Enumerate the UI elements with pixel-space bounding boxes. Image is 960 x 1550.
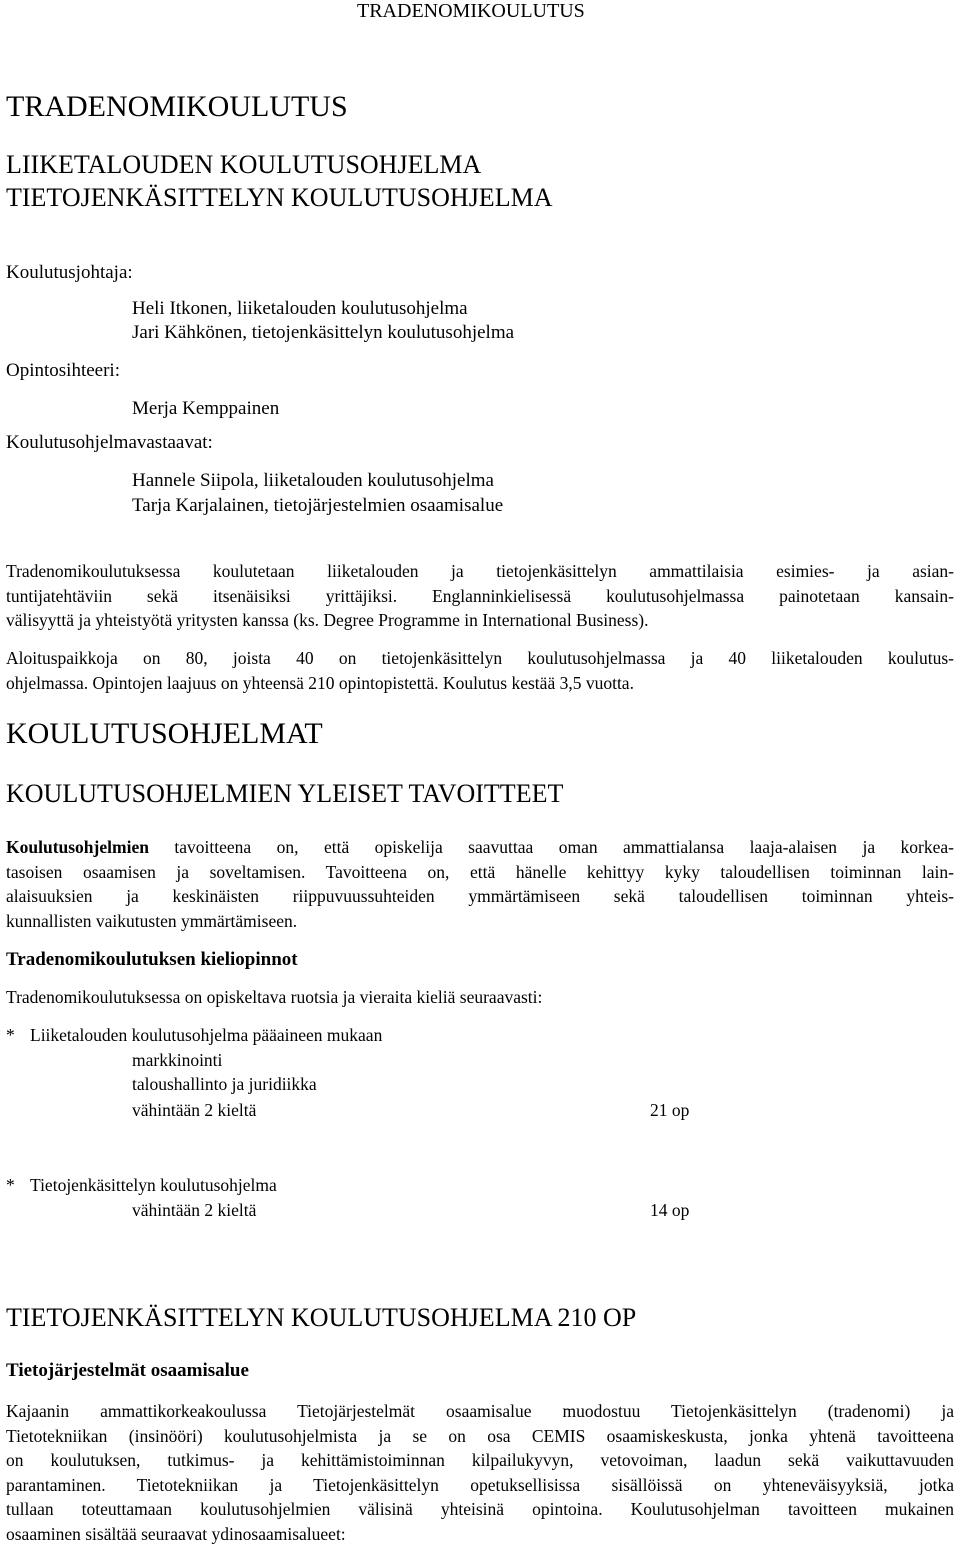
- secretary-name: Merja Kemppainen: [132, 398, 280, 419]
- director-label: Koulutusjohtaja:: [6, 262, 133, 283]
- intro-line: välisyyttä ja yhteistyötä yritysten kanssa (ks. Degree Programme in International Business).: [6, 610, 649, 630]
- goals-bold-word: Koulutusohjelmien: [6, 837, 149, 857]
- goals-paragraph: [6, 835, 954, 933]
- secretary-label: Opintosihteeri:: [6, 360, 120, 381]
- document-title: TRADENOMIKOULUTUS: [6, 90, 348, 123]
- director-name: Jari Kähkönen, tietojenkäsittelyn koulutusohjelma: [132, 322, 515, 343]
- is-area-paragraph: [6, 1399, 954, 1546]
- is-area-heading: Tietojärjestelmät osaamisalue: [6, 1360, 249, 1381]
- programme-heading: LIIKETALOUDEN KOULUTUSOHJELMA: [6, 150, 482, 179]
- languages-intro: Tradenomikoulutuksessa on opiskeltava ruotsia ja vieraita kieliä seuraavasti:: [6, 987, 543, 1007]
- responsible-name: Hannele Siipola, liiketalouden koulutusohjelma: [132, 470, 494, 491]
- director-name: Heli Itkonen, liiketalouden koulutusohjelma: [132, 298, 468, 319]
- is-area-line: Tietotekniikan (insinööri) koulutusohjelmista ja se on osa CEMIS osaamiskeskusta, jonka yhtenä tavoitteena: [6, 1425, 954, 1446]
- goals-line: tasoisen osaamisen ja soveltamisen. Tavoitteena on, että hänelle kehittyy kyky taloudellisen toiminnan lain-: [6, 861, 954, 882]
- it-minimum: vähintään 2 kieltä: [132, 1200, 257, 1220]
- business-programme-title: Liiketalouden koulutusohjelma pääaineen mukaan: [30, 1025, 383, 1045]
- goals-heading: KOULUTUSOHJELMIEN YLEISET TAVOITTEET: [6, 779, 564, 808]
- admission-paragraph: [6, 646, 954, 695]
- admission-line: Aloituspaikkoja on 80, joista 40 on tietojenkäsittelyn koulutusohjelmassa ja 40 liiketalouden koulutus-: [6, 648, 954, 668]
- intro-line: Tradenomikoulutuksessa koulutetaan liiketalouden ja tietojenkäsittelyn ammattilaisia esimies- ja asian-: [6, 561, 954, 581]
- is-area-line: Kajaanin ammattikorkeakoulussa Tietojärjestelmät osaamisalue muodostuu Tietojenkäsittelyn (tradenomi) ja: [6, 1401, 954, 1421]
- responsible-name: Tarja Karjalainen, tietojärjestelmien osaamisalue: [132, 495, 504, 516]
- programme-heading: TIETOJENKÄSITTELYN KOULUTUSOHJELMA: [6, 183, 553, 212]
- intro-line: tuntijatehtäviin sekä itsenäisiksi yrittäjiksi. Englanninkielisessä koulutusohjelmassa painotetaan kansain-: [6, 585, 954, 606]
- responsible-label: Koulutusohjelmavastaavat:: [6, 432, 213, 453]
- languages-heading: Tradenomikoulutuksen kieliopinnot: [6, 949, 298, 970]
- goals-line: kunnallisten vaikutusten ymmärtämiseen.: [6, 910, 298, 931]
- it-programme-heading: TIETOJENKÄSITTELYN KOULUTUSOHJELMA 210 OP: [6, 1303, 637, 1332]
- bullet-marker: *: [6, 1175, 15, 1195]
- goals-line: [6, 835, 954, 860]
- it-credits: 14 op: [650, 1200, 690, 1220]
- it-programme-language-title: Tietojenkäsittelyn koulutusohjelma: [30, 1175, 277, 1195]
- page-header: TRADENOMIKOULUTUS: [357, 0, 585, 22]
- business-minimum: vähintään 2 kieltä: [132, 1100, 257, 1120]
- is-area-line: on koulutuksen, tutkimus- ja kehittämistoiminnan kilpailukyvyn, vetovoiman, laadun sekä vaikuttavuuden: [6, 1450, 954, 1470]
- admission-line: ohjelmassa. Opintojen laajuus on yhteensä 210 opintopistettä. Koulutus kestää 3,5 vuotta.: [6, 672, 634, 693]
- is-area-line: osaaminen sisältää seuraavat ydinosaamisalueet:: [6, 1523, 346, 1544]
- is-area-line: parantaminen. Tietotekniikan ja Tietojenkäsittelyn opetuksellisissa sisällöissä on yhteneväisyyksiä, jotka: [6, 1474, 954, 1495]
- goals-line-text: tavoitteena on, että opiskelija saavuttaa oman ammattialansa laaja-alaisen ja korkea-: [148, 837, 954, 857]
- business-language-item: markkinointi: [132, 1050, 223, 1070]
- bullet-marker: *: [6, 1025, 15, 1045]
- is-area-line: tullaan toteuttamaan koulutusohjelmien välisinä yhteisinä opintoina. Koulutusohjelman tavoitteen mukainen: [6, 1499, 954, 1519]
- section-heading: KOULUTUSOHJELMAT: [6, 717, 323, 750]
- business-credits: 21 op: [650, 1100, 690, 1120]
- intro-paragraph: [6, 559, 954, 633]
- goals-line: alaisuuksien ja keskinäisten riippuvuussuhteiden ymmärtämiseen sekä taloudellisen toiminnan yhteis-: [6, 886, 954, 906]
- business-language-item: taloushallinto ja juridiikka: [132, 1074, 317, 1094]
